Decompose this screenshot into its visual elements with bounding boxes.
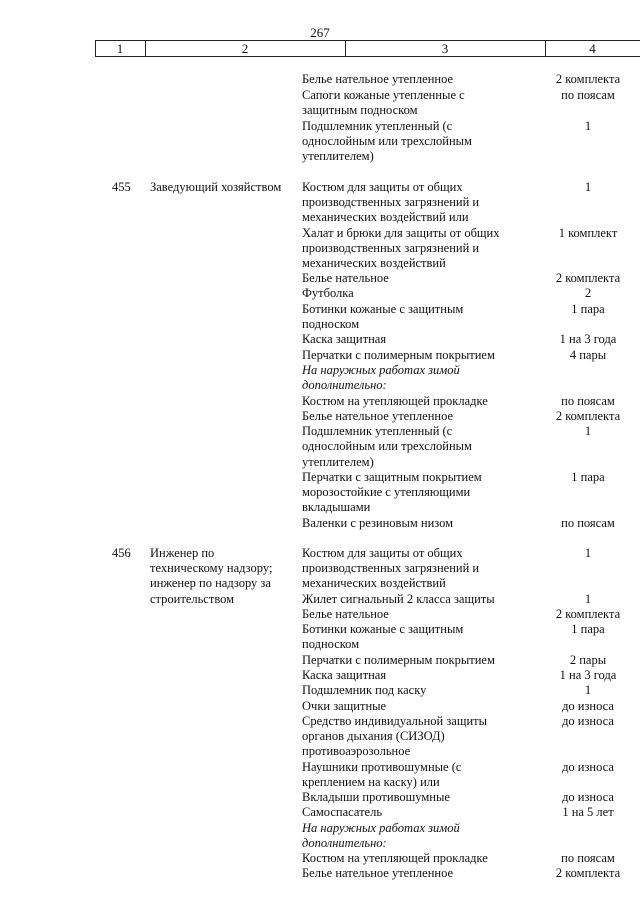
issue-norm: по поясам: [561, 516, 615, 530]
issue-norm: до износа: [562, 790, 614, 804]
ppe-item: дополнительно:: [302, 378, 387, 392]
ppe-item: утеплителем): [302, 149, 374, 163]
ppe-item: Перчатки с защитным покрытием: [302, 470, 482, 484]
ppe-item: Белье нательное утепленное: [302, 409, 454, 423]
issue-norm: 1: [584, 119, 592, 133]
ppe-item: Вкладыши противошумные: [302, 790, 450, 804]
ppe-item: Подшлемник утепленный (с: [302, 119, 453, 133]
issue-norm: до износа: [562, 699, 614, 713]
issue-norm: 2 пары: [569, 653, 607, 667]
issue-norm: 2 комплекта: [555, 72, 621, 86]
ppe-item: производственных загрязнений и: [302, 561, 480, 575]
ppe-item: Каска защитная: [302, 332, 387, 346]
ppe-item: дополнительно:: [302, 836, 387, 850]
ppe-item: подноском: [302, 317, 360, 331]
position-name: Заведующий хозяйством: [150, 180, 282, 194]
issue-norm: 2 комплекта: [555, 607, 621, 621]
issue-norm: 1 на 3 года: [559, 332, 617, 346]
ppe-item: Очки защитные: [302, 699, 387, 713]
position-name: Инженер по: [150, 546, 215, 560]
ppe-item: Ботинки кожаные с защитным: [302, 622, 464, 636]
ppe-item: Костюм на утепляющей прокладке: [302, 851, 488, 865]
issue-norm: 1: [584, 683, 592, 697]
ppe-item: Наушники противошумные (с: [302, 760, 462, 774]
issue-norm: до износа: [562, 714, 614, 728]
ppe-item: вкладышами: [302, 500, 371, 514]
ppe-item: Костюм для защиты от общих: [302, 180, 463, 194]
ppe-item: Перчатки с полимерным покрытием: [302, 653, 495, 667]
ppe-item: морозостойкие с утепляющими: [302, 485, 471, 499]
ppe-item: механических воздействий: [302, 576, 446, 590]
ppe-item: Ботинки кожаные с защитным: [302, 302, 464, 316]
ppe-item: Белье нательное: [302, 607, 389, 621]
issue-norm: до износа: [562, 760, 614, 774]
ppe-item: Сапоги кожаные утепленные с: [302, 88, 465, 102]
ppe-item: защитным подноском: [302, 103, 418, 117]
header-col-2: 2: [241, 41, 249, 56]
issue-norm: 1 пара: [571, 470, 605, 484]
issue-norm: 1: [584, 546, 592, 560]
ppe-item: Костюм для защиты от общих: [302, 546, 463, 560]
ppe-item: механических воздействий: [302, 256, 446, 270]
issue-norm: 1: [584, 424, 592, 438]
ppe-item: однослойным или трехслойным: [302, 134, 472, 148]
issue-norm: 2 комплекта: [555, 866, 621, 880]
ppe-item: Халат и брюки для защиты от общих: [302, 226, 500, 240]
row-number: 456: [112, 546, 131, 560]
ppe-item: На наружных работах зимой: [302, 821, 460, 835]
row-number: 455: [112, 180, 131, 194]
issue-norm: 1 на 3 года: [559, 668, 617, 682]
ppe-item: На наружных работах зимой: [302, 363, 460, 377]
ppe-item: Белье нательное: [302, 271, 389, 285]
ppe-item: Подшлемник утепленный (с: [302, 424, 453, 438]
header-col-3: 3: [441, 41, 449, 56]
ppe-item: механических воздействий или: [302, 210, 469, 224]
header-col-4: 4: [589, 41, 596, 56]
ppe-item: Средство индивидуальной защиты: [302, 714, 488, 728]
position-name: инженер по надзору за: [150, 576, 271, 590]
issue-norm: 1 комплект: [558, 226, 618, 240]
issue-norm: 1 на 5 лет: [562, 805, 614, 819]
issue-norm: 2 комплекта: [555, 409, 621, 423]
ppe-item: противоаэрозольное: [302, 744, 411, 758]
ppe-item: Костюм на утепляющей прокладке: [302, 394, 488, 408]
ppe-item: Самоспасатель: [302, 805, 383, 819]
position-name: техническому надзору;: [150, 561, 273, 575]
ppe-item: Футболка: [302, 286, 354, 300]
issue-norm: 4 пары: [569, 348, 607, 362]
ppe-item: Подшлемник под каску: [302, 683, 427, 697]
issue-norm: 1 пара: [571, 622, 605, 636]
page-number: 267: [310, 25, 330, 40]
ppe-item: однослойным или трехслойным: [302, 439, 472, 453]
position-name: строительством: [150, 592, 235, 606]
issue-norm: по поясам: [561, 88, 615, 102]
header-col-1: 1: [116, 41, 124, 56]
issue-norm: 1: [584, 180, 592, 194]
table-header: [95, 40, 640, 57]
ppe-item: Валенки с резиновым низом: [302, 516, 454, 530]
issue-norm: по поясам: [561, 851, 615, 865]
ppe-item: производственных загрязнений и: [302, 241, 480, 255]
issue-norm: 1 пара: [571, 302, 605, 316]
ppe-item: подноском: [302, 637, 360, 651]
issue-norm: 2: [584, 286, 592, 300]
ppe-item: Перчатки с полимерным покрытием: [302, 348, 495, 362]
issue-norm: 2 комплекта: [555, 271, 621, 285]
issue-norm: 1: [584, 592, 592, 606]
ppe-item: Белье нательное утепленное: [302, 72, 454, 86]
ppe-item: Жилет сигнальный 2 класса защиты: [302, 592, 495, 606]
ppe-item: органов дыхания (СИЗОД): [302, 729, 445, 743]
issue-norm: по поясам: [561, 394, 615, 408]
ppe-item: утеплителем): [302, 455, 374, 469]
ppe-item: Белье нательное утепленное: [302, 866, 454, 880]
ppe-item: креплением на каску) или: [302, 775, 440, 789]
ppe-item: Каска защитная: [302, 668, 387, 682]
ppe-item: производственных загрязнений и: [302, 195, 480, 209]
